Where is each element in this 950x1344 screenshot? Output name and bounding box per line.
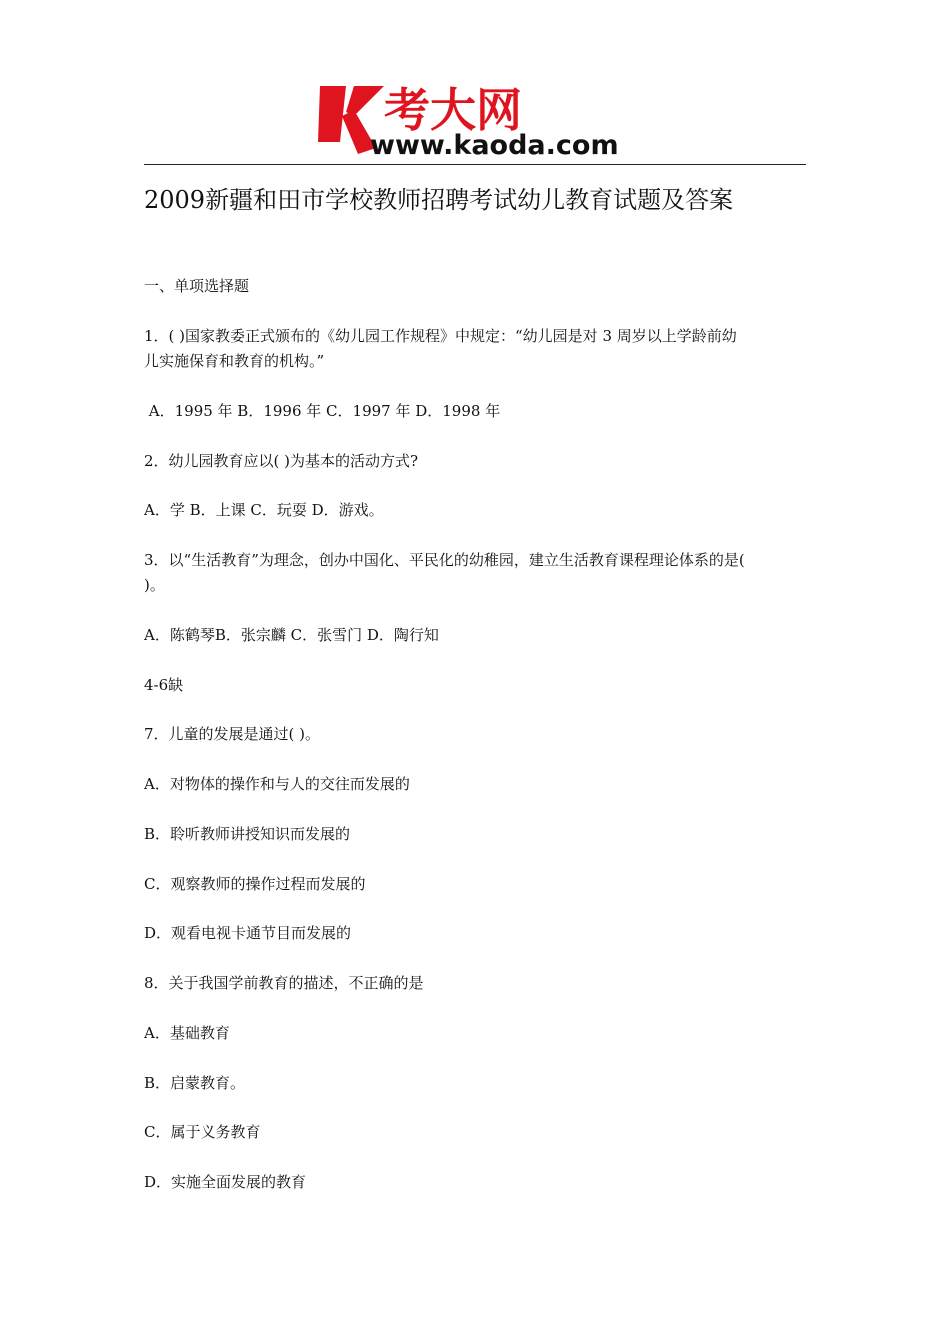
document-title: 2009新疆和田市学校教师招聘考试幼儿教育试题及答案 bbox=[144, 186, 734, 214]
question-1-options: A．1995 年 B．1996 年 C．1997 年 D．1998 年 bbox=[144, 402, 501, 420]
kaoda-logo bbox=[318, 80, 640, 160]
missing-questions-note: 4-6缺 bbox=[144, 676, 184, 694]
section-heading: 一、单项选择题 bbox=[144, 277, 250, 295]
question-7-option-a: A．对物体的操作和与人的交往而发展的 bbox=[144, 775, 410, 793]
question-3-line-1: 3．以“生活教育”为理念，创办中国化、平民化的幼稚园，建立生活教育课程理论体系的是( bbox=[144, 551, 745, 569]
question-1-line-2: 儿实施保育和教育的机构。” bbox=[144, 352, 325, 370]
header-divider bbox=[144, 164, 806, 165]
logo-brand-name: 考大网 bbox=[384, 83, 522, 137]
question-8: 8．关于我国学前教育的描述，不正确的是 bbox=[144, 974, 424, 992]
question-2: 2．幼儿园教育应以( )为基本的活动方式? bbox=[144, 452, 419, 470]
question-7-option-d: D．观看电视卡通节目而发展的 bbox=[144, 924, 352, 942]
question-2-options: A．学 B．上课 C．玩耍 D．游戏。 bbox=[144, 501, 384, 519]
question-3-options: A．陈鹤琴B．张宗麟 C．张雪门 D．陶行知 bbox=[144, 626, 439, 644]
question-8-option-a: A．基础教育 bbox=[144, 1024, 230, 1042]
question-8-option-b: B．启蒙教育。 bbox=[144, 1074, 246, 1092]
question-1-line-1: 1．( )国家教委正式颁布的《幼儿园工作规程》中规定：“幼儿园是对 3 周岁以上学龄前幼 bbox=[144, 327, 737, 345]
question-7-option-b: B．聆听教师讲授知识而发展的 bbox=[144, 825, 351, 843]
question-7: 7．儿童的发展是通过( )。 bbox=[144, 725, 321, 743]
logo-domain-text: www.kaoda.com bbox=[370, 130, 619, 160]
question-8-option-c: C．属于义务教育 bbox=[144, 1123, 261, 1141]
question-7-option-c: C．观察教师的操作过程而发展的 bbox=[144, 875, 366, 893]
question-3-line-2: )。 bbox=[144, 576, 165, 594]
kaoda-k-logo-icon bbox=[318, 80, 640, 160]
logo-k-stem bbox=[318, 86, 346, 142]
question-8-option-d: D．实施全面发展的教育 bbox=[144, 1173, 307, 1191]
